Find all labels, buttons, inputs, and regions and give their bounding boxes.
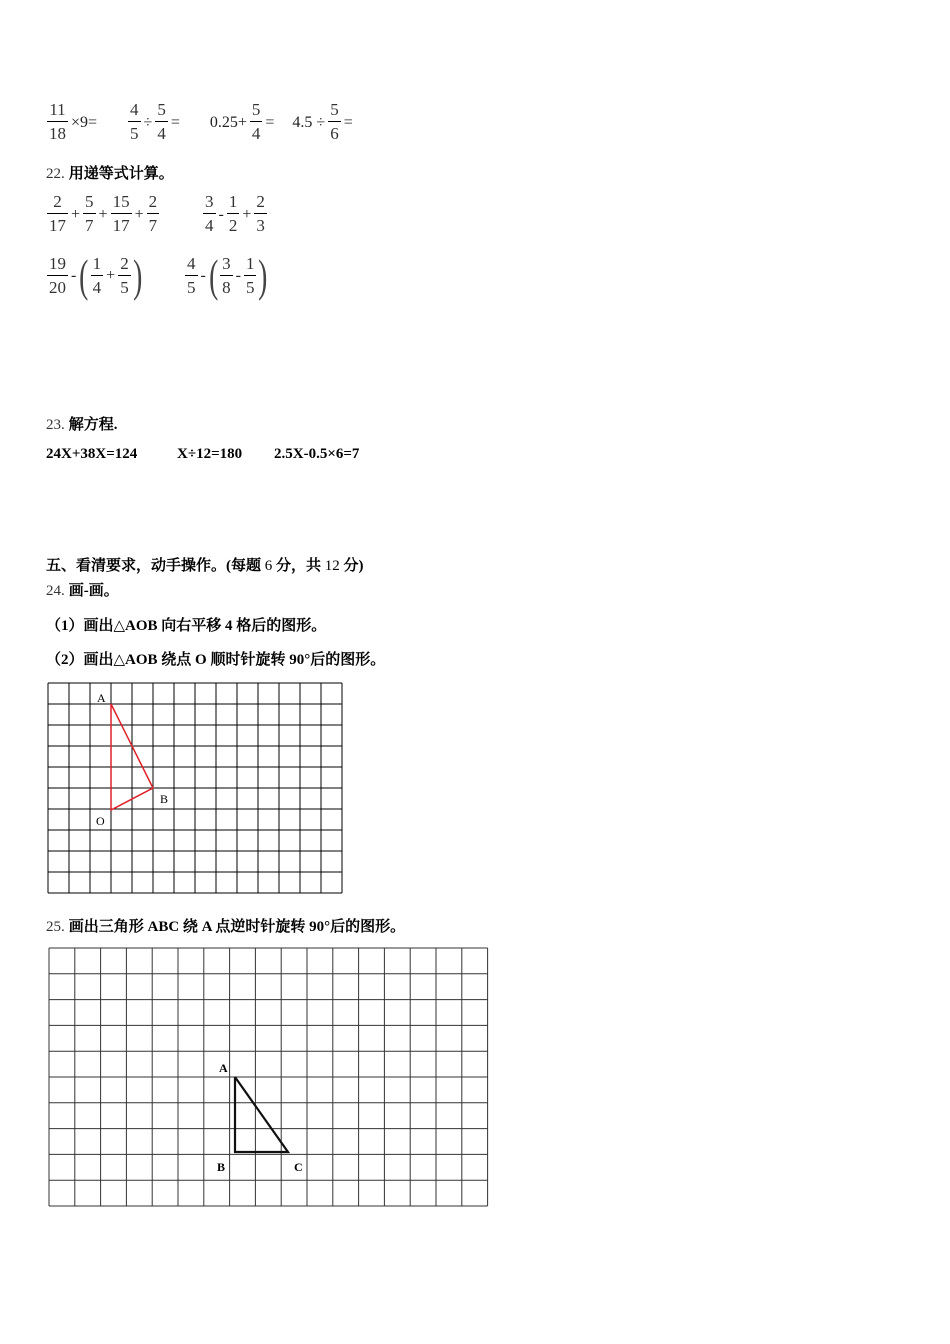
- numerator: 1: [244, 254, 257, 276]
- operator: -: [218, 205, 224, 223]
- operator: ÷: [143, 113, 153, 131]
- right-paren: ): [258, 250, 268, 301]
- q24-grid: [48, 683, 342, 893]
- denominator: 7: [85, 216, 94, 235]
- operator: +: [134, 205, 144, 223]
- question-number: 23.: [46, 417, 65, 433]
- denominator: 4: [205, 216, 214, 235]
- numerator: 19: [47, 254, 68, 276]
- numerator: 2: [47, 192, 68, 214]
- numerator: 4: [185, 254, 198, 276]
- numerator: 3: [203, 192, 216, 214]
- section-note-close: 分): [339, 558, 364, 574]
- left-paren: (: [208, 250, 219, 301]
- denominator: 6: [330, 124, 339, 143]
- denominator: 17: [49, 216, 66, 235]
- numerator: 1: [91, 254, 104, 276]
- expression-tail: =: [170, 113, 180, 131]
- numerator: 4: [128, 100, 141, 122]
- denominator: 5: [120, 277, 129, 297]
- numerator: 1: [227, 192, 240, 214]
- expression-tail: ×9=: [71, 113, 98, 131]
- q25-heading: [46, 915, 405, 936]
- numerator: 3: [220, 254, 233, 276]
- numerator: 2: [147, 192, 160, 214]
- question-text: 画-画。: [68, 583, 119, 599]
- numerator: 11: [47, 100, 68, 122]
- numerator: 5: [83, 192, 96, 214]
- numerator: 2: [118, 254, 131, 276]
- denominator: 20: [49, 277, 66, 297]
- q23-equation-2: X÷12=180: [177, 446, 243, 462]
- numerator: 5: [328, 100, 341, 122]
- operator: -: [200, 267, 206, 284]
- denominator: 4: [92, 277, 102, 297]
- q24-label-a: A: [97, 691, 106, 705]
- denominator: 17: [112, 216, 130, 235]
- operator: +: [98, 205, 108, 223]
- q25-triangle-abc: [235, 1077, 288, 1152]
- q24-label-b: B: [160, 792, 169, 806]
- denominator: 5: [245, 277, 255, 297]
- section-note-open: (每题: [226, 558, 265, 574]
- q24-sub2: （2）画出△AOB 绕点 O 顺时针旋转 90°后的图形。: [46, 652, 386, 668]
- question-number: 25.: [46, 919, 65, 935]
- q24-sub1: （1）画出△AOB 向右平移 4 格后的图形。: [46, 618, 327, 634]
- operator: +: [242, 205, 252, 223]
- section-note-mid: 分，共: [272, 558, 325, 574]
- section-note-num2: 12: [324, 558, 340, 574]
- denominator: 3: [256, 216, 265, 235]
- expression-tail: =: [265, 113, 275, 131]
- numerator: 15: [111, 192, 132, 214]
- operator: +: [106, 267, 116, 284]
- question-text: 画出三角形 ABC 绕 A 点逆时针旋转 90°后的图形。: [68, 919, 406, 935]
- denominator: 7: [148, 216, 158, 235]
- q23-equation-3: 2.5X-0.5×6=7: [274, 446, 360, 462]
- operator: -: [235, 267, 241, 284]
- numerator: 5: [250, 100, 263, 122]
- denominator: 5: [187, 277, 196, 297]
- question-text: 用递等式计算。: [68, 166, 174, 182]
- left-paren: (: [79, 250, 89, 301]
- q24-label-o: O: [96, 814, 105, 828]
- question-text: 解方程.: [68, 417, 118, 433]
- expression-tail: =: [343, 113, 353, 131]
- operator: -: [71, 267, 77, 284]
- denominator: 4: [251, 124, 261, 143]
- denominator: 5: [130, 124, 139, 143]
- q25-grid: [49, 948, 488, 1206]
- q23-equation-1: 24X+38X=124: [46, 446, 138, 462]
- denominator: 4: [157, 124, 166, 143]
- section-title-text: 五、看清要求，动手操作。: [46, 558, 227, 574]
- question-number: 22.: [46, 166, 65, 182]
- question-number: 24.: [46, 583, 65, 599]
- denominator: 2: [228, 216, 238, 235]
- denominator: 18: [49, 124, 66, 143]
- numerator: 5: [155, 100, 168, 122]
- expression-prefix: 4.5 ÷: [292, 113, 326, 131]
- numerator: 2: [254, 192, 267, 214]
- operator: +: [71, 205, 81, 223]
- right-paren: ): [132, 250, 142, 301]
- q25-label-c: C: [294, 1160, 303, 1174]
- denominator: 8: [222, 277, 231, 297]
- expression-prefix: 0.25+: [209, 113, 247, 131]
- section-note-num1: 6: [264, 558, 273, 574]
- q25-label-a: A: [219, 1061, 228, 1075]
- q25-label-b: B: [217, 1160, 226, 1174]
